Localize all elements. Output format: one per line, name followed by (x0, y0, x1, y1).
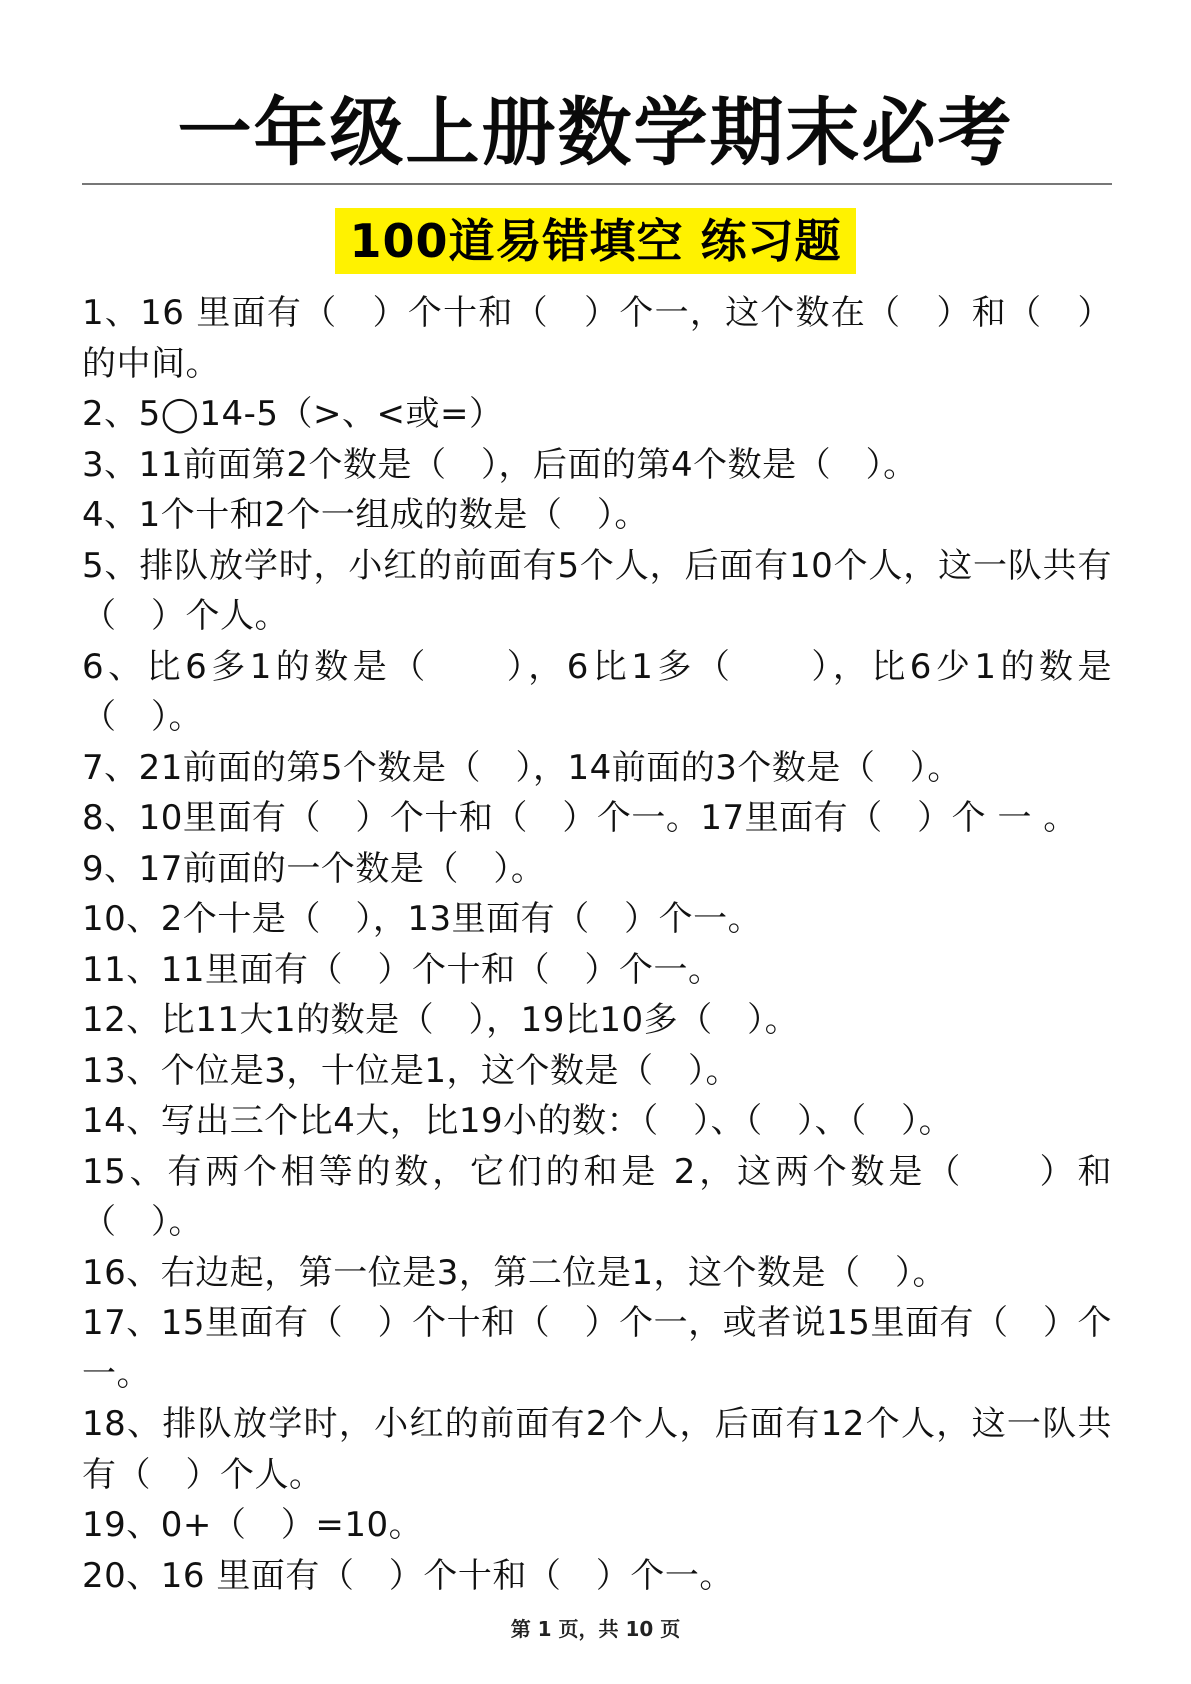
question-item: 3、11前面第2个数是（ ），后面的第4个数是（ ）。 (82, 444, 918, 485)
question-item: 6、比6多1的数是（ ），6比1多（ ），比6少1的数是（ ）。 (82, 646, 1112, 737)
question-item: 15、有两个相等的数，它们的和是 2，这两个数是（ ）和（ ）。 (82, 1151, 1112, 1242)
question-item: 2、5◯14-5（>、<或=） (82, 394, 504, 434)
question-item: 1、16 里面有（ ）个十和（ ）个一，这个数在（ ）和（ ）的中间。 (82, 293, 1112, 384)
question-item: 19、0+（ ）=10。 (82, 1505, 424, 1545)
question-item: 20、16 里面有（ ）个十和（ ）个一。 (82, 1555, 734, 1596)
question-item: 4、1个十和2个一组成的数是（ ）。 (82, 495, 649, 535)
question-item: 13、个位是3，十位是1，这个数是（ ）。 (82, 1050, 741, 1091)
subtitle-highlight: 100道易错填空 练习题 (335, 208, 855, 274)
question-item: 7、21前面的第5个数是（ ），14前面的3个数是（ ）。 (82, 747, 962, 788)
title-divider (82, 183, 1112, 185)
page-number-footer: 第 1 页，共 10 页 (510, 1617, 681, 1641)
page-title: 一年级上册数学期末必考 (177, 90, 1014, 176)
question-item: 9、17前面的一个数是（ ）。 (82, 848, 546, 889)
question-item: 17、15里面有（ ）个十和（ ）个一，或者说15里面有（ ）个一。 (82, 1303, 1112, 1394)
question-list (82, 288, 1112, 1601)
question-item: 8、10里面有（ ）个十和（ ）个一。17里面有（ ）个 一 。 (82, 798, 1078, 838)
question-item: 14、写出三个比4大，比19小的数：（ ）、（ ）、（ ）。 (82, 1101, 954, 1141)
question-item: 16、右边起，第一位是3，第二位是1，这个数是（ ）。 (82, 1252, 948, 1293)
subtitle-container (0, 208, 1191, 274)
question-item: 11、11里面有（ ）个十和（ ）个一。 (82, 949, 723, 990)
question-item: 12、比11大1的数是（ ），19比10多（ ）。 (82, 1000, 800, 1040)
question-item: 5、排队放学时，小红的前面有5个人，后面有10个人，这一队共有（ ）个人。 (82, 545, 1112, 636)
question-item: 18、排队放学时，小红的前面有2个人，后面有12个人，这一队共有（ ）个人。 (82, 1404, 1112, 1495)
question-item: 10、2个十是（ ），13里面有（ ）个一。 (82, 899, 763, 939)
